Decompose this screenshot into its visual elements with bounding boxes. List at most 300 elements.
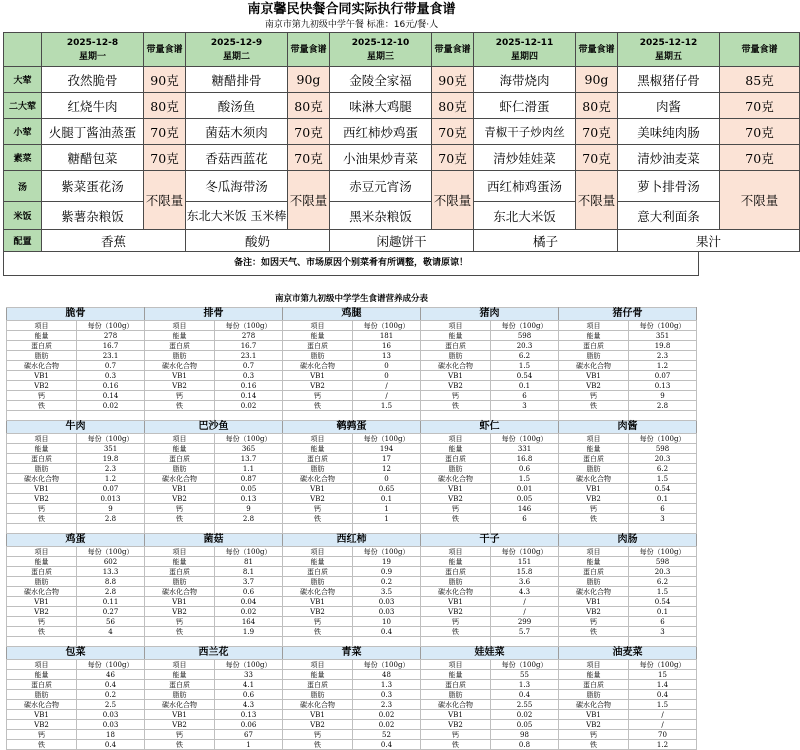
menu-header-row <box>4 33 800 67</box>
nutrient-value: 0.13 <box>629 381 697 391</box>
nutrient-name: 碳水化合物 <box>559 474 629 484</box>
unlimited-cell: 不限量 <box>720 171 800 230</box>
nutrient-value: 16.8 <box>491 454 559 464</box>
nutrient-value: 0.02 <box>77 401 145 411</box>
nutrition-row <box>7 690 697 700</box>
extra-cell: 香蕉 <box>42 230 186 252</box>
nutrient-name: 蛋白质 <box>421 680 491 690</box>
blank-cell <box>559 524 629 534</box>
qty-cell: 90克 <box>432 67 474 93</box>
rice-cell: 东北大米饭 玉米棒 <box>186 202 288 230</box>
blank-cell <box>629 524 697 534</box>
nutrient-value: 0.013 <box>77 494 145 504</box>
nutrient-value: 6 <box>629 504 697 514</box>
nutrient-name: 能量 <box>421 670 491 680</box>
col-item-header: 项目 <box>421 321 491 331</box>
nutrient-value: 0.8 <box>491 740 559 750</box>
col-per-header: 每份（100g） <box>215 660 283 670</box>
nutrition-row <box>7 740 697 750</box>
col-item-header: 项目 <box>559 547 629 557</box>
soup-cell: 紫菜蛋花汤 <box>42 171 144 202</box>
nutrient-name: 蛋白质 <box>559 341 629 351</box>
food-name: 西红柿 <box>283 534 421 547</box>
nutrition-row <box>7 464 697 474</box>
nutrient-value: 3.6 <box>491 577 559 587</box>
qty-cell: 90g <box>576 67 618 93</box>
col-per-header: 每份（100g） <box>215 434 283 444</box>
food-name: 排骨 <box>145 308 283 321</box>
col-per-header: 每份（100g） <box>491 547 559 557</box>
nutrient-value: 3 <box>629 514 697 524</box>
nutrient-value: 3 <box>629 627 697 637</box>
qty-cell: 70克 <box>576 119 618 145</box>
day-date: 2025-12-12 <box>639 37 698 48</box>
page-title: 南京馨民快餐合同实际执行带量食谱 <box>247 2 456 17</box>
nutrient-value: 0.4 <box>491 690 559 700</box>
rice-cell: 紫薯杂粮饭 <box>42 202 144 230</box>
qty-cell: 70克 <box>288 119 330 145</box>
col-per-header: 每份（100g） <box>353 321 421 331</box>
qty-cell: 90克 <box>144 67 186 93</box>
nutrient-value: 0.07 <box>77 484 145 494</box>
nutrient-name: VB1 <box>7 710 77 720</box>
blank-cell <box>629 637 697 647</box>
nutrition-row <box>7 670 697 680</box>
menu-note: 备注：如因天气、市场原因个别菜肴有所调整，敬请原谅！ <box>3 252 699 276</box>
nutrient-name: 碳水化合物 <box>559 361 629 371</box>
nutrient-value: 6 <box>491 514 559 524</box>
nutrient-name: 脂肪 <box>283 690 353 700</box>
nutrient-value: 98 <box>491 730 559 740</box>
nutrient-value: 18 <box>77 730 145 740</box>
food-name: 猪肉 <box>421 308 559 321</box>
food-name: 油麦菜 <box>559 647 697 660</box>
day-header <box>42 33 144 67</box>
nutrition-row <box>7 700 697 710</box>
nutrient-value: 0.02 <box>215 607 283 617</box>
nutrition-row <box>7 680 697 690</box>
day-weekday: 星期二 <box>222 51 250 62</box>
nutrient-name: VB2 <box>283 607 353 617</box>
nutrition-row <box>7 391 697 401</box>
col-item-header: 项目 <box>145 660 215 670</box>
col-per-header: 每份（100g） <box>215 547 283 557</box>
nutrient-value: 0.4 <box>629 690 697 700</box>
blank-cell <box>7 524 77 534</box>
menu-row-main <box>4 67 800 93</box>
nutrient-name: 蛋白质 <box>7 680 77 690</box>
col-per-header: 每份（100g） <box>77 547 145 557</box>
food-name: 干子 <box>421 534 559 547</box>
nutrient-name: 能量 <box>145 670 215 680</box>
blank-cell <box>491 524 559 534</box>
nutrient-value: 4.3 <box>215 700 283 710</box>
col-per-header: 每份（100g） <box>629 321 697 331</box>
blank-cell <box>421 637 491 647</box>
blank-cell <box>283 524 353 534</box>
nutrient-name: 能量 <box>421 331 491 341</box>
row-label: 大荤 <box>4 67 42 93</box>
nutrient-name: 脂肪 <box>7 464 77 474</box>
nutrient-value: 0.03 <box>353 597 421 607</box>
nutrient-value: 0.14 <box>215 391 283 401</box>
nutrient-value: 278 <box>215 331 283 341</box>
col-item-header: 项目 <box>283 321 353 331</box>
food-name: 鹌鹑蛋 <box>283 421 421 434</box>
food-name: 鸡蛋 <box>7 534 145 547</box>
nutrient-name: 铁 <box>7 627 77 637</box>
nutrient-value: 19.8 <box>629 341 697 351</box>
nutrition-row <box>7 720 697 730</box>
nutrient-name: 钙 <box>559 504 629 514</box>
nutrient-name: 能量 <box>283 331 353 341</box>
nutrient-value: 15 <box>629 670 697 680</box>
nutrient-name: 碳水化合物 <box>283 474 353 484</box>
nutrient-value: 0.02 <box>491 710 559 720</box>
nutrient-name: 脂肪 <box>421 577 491 587</box>
dish-cell: 西红柿炒鸡蛋 <box>330 119 432 145</box>
nutrient-name: 铁 <box>421 401 491 411</box>
nutrient-value: 2.3 <box>353 700 421 710</box>
nutrient-value: 0.04 <box>215 597 283 607</box>
nutrient-value: 0.06 <box>215 720 283 730</box>
nutrient-value: 0.1 <box>491 381 559 391</box>
nutrient-value: 1 <box>215 740 283 750</box>
nutrient-value: / <box>629 710 697 720</box>
col-item-header: 项目 <box>7 660 77 670</box>
nutrient-value: 23.1 <box>215 351 283 361</box>
page-subtitle: 南京市第九初级中学午餐 标准：16元/餐·人 <box>264 20 439 30</box>
soup-cell: 西红柿鸡蛋汤 <box>474 171 576 202</box>
nutrient-name: 能量 <box>283 444 353 454</box>
col-per-header: 每份（100g） <box>215 321 283 331</box>
nutrient-name: 钙 <box>559 617 629 627</box>
day-header <box>474 33 576 67</box>
dish-cell: 火腿丁酱油蒸蛋 <box>42 119 144 145</box>
nutrient-value: 23.1 <box>77 351 145 361</box>
nutrient-value: 0.1 <box>353 494 421 504</box>
nutrient-name: 铁 <box>421 514 491 524</box>
nutrient-name: 脂肪 <box>145 577 215 587</box>
col-item-header: 项目 <box>559 660 629 670</box>
qty-cell: 70克 <box>720 145 800 171</box>
blank-cell <box>283 411 353 421</box>
nutrient-value: 33 <box>215 670 283 680</box>
nutrient-value: 0.13 <box>215 710 283 720</box>
nutrient-value: 2.5 <box>77 700 145 710</box>
nutrient-name: VB1 <box>283 710 353 720</box>
nutrient-value: 0.27 <box>77 607 145 617</box>
nutrient-name: VB2 <box>421 607 491 617</box>
col-item-header: 项目 <box>421 547 491 557</box>
nutrient-value: 2.8 <box>77 514 145 524</box>
nutrient-value: 299 <box>491 617 559 627</box>
nutrient-name: 脂肪 <box>559 690 629 700</box>
nutrient-value: 55 <box>491 670 559 680</box>
nutrient-name: 蛋白质 <box>559 454 629 464</box>
nutrient-name: 能量 <box>7 331 77 341</box>
nutrient-name: 钙 <box>145 617 215 627</box>
col-item-header: 项目 <box>283 434 353 444</box>
nutrient-value: 351 <box>77 444 145 454</box>
nutrient-value: 3.7 <box>215 577 283 587</box>
nutrient-name: VB2 <box>421 494 491 504</box>
dish-cell: 香菇西蓝花 <box>186 145 288 171</box>
nutrient-name: 能量 <box>7 670 77 680</box>
nutrient-value: 0.7 <box>77 361 145 371</box>
nutrient-name: 脂肪 <box>7 577 77 587</box>
nutrition-row <box>7 351 697 361</box>
nutrient-name: VB1 <box>145 371 215 381</box>
nutrient-name: 碳水化合物 <box>145 474 215 484</box>
nutrient-name: VB2 <box>7 381 77 391</box>
nutrient-value: 598 <box>491 331 559 341</box>
dish-cell: 虾仁滑蛋 <box>474 93 576 119</box>
nutrient-name: 蛋白质 <box>145 567 215 577</box>
nutrient-name: 脂肪 <box>145 351 215 361</box>
nutrient-value: / <box>491 607 559 617</box>
blank-cell <box>145 524 215 534</box>
nutrient-value: 81 <box>215 557 283 567</box>
nutrient-name: VB1 <box>421 597 491 607</box>
nutrition-row <box>7 617 697 627</box>
nutrient-name: 蛋白质 <box>283 567 353 577</box>
nutrient-name: 蛋白质 <box>421 567 491 577</box>
blank-cell <box>7 637 77 647</box>
nutrient-value: 0.14 <box>77 391 145 401</box>
nutrient-value: 3 <box>491 401 559 411</box>
col-item-header: 项目 <box>7 321 77 331</box>
menu-row-rice <box>4 202 800 230</box>
nutrient-name: VB1 <box>145 597 215 607</box>
nutrient-name: 能量 <box>145 331 215 341</box>
dish-cell: 味淋大鸡腿 <box>330 93 432 119</box>
nutrient-value: 56 <box>77 617 145 627</box>
qty-cell: 70克 <box>720 93 800 119</box>
nutrient-name: 脂肪 <box>145 690 215 700</box>
nutrient-value: 181 <box>353 331 421 341</box>
row-label: 小荤 <box>4 119 42 145</box>
nutrient-value: 20.3 <box>629 567 697 577</box>
nutrient-name: VB1 <box>7 597 77 607</box>
nutrient-name: VB2 <box>7 720 77 730</box>
nutrient-name: 蛋白质 <box>421 454 491 464</box>
nutrient-name: 碳水化合物 <box>421 587 491 597</box>
nutrient-name: 脂肪 <box>559 577 629 587</box>
nutrient-value: 2.8 <box>215 514 283 524</box>
col-per-header: 每份（100g） <box>491 321 559 331</box>
day-header <box>186 33 288 67</box>
blank-cell <box>491 411 559 421</box>
nutrient-name: 能量 <box>145 444 215 454</box>
nutrient-value: 0.3 <box>77 371 145 381</box>
unlimited-cell: 不限量 <box>144 171 186 230</box>
nutrient-name: VB2 <box>7 607 77 617</box>
nutrient-value: 0.1 <box>629 494 697 504</box>
nutrient-value: 2.3 <box>629 351 697 361</box>
nutrient-value: 4.3 <box>491 587 559 597</box>
nutrient-value: 9 <box>77 504 145 514</box>
nutrient-value: 16.7 <box>215 341 283 351</box>
nutrient-name: 钙 <box>145 391 215 401</box>
nutrient-value: 8.1 <box>215 567 283 577</box>
row-label: 素菜 <box>4 145 42 171</box>
nutrient-name: 钙 <box>7 617 77 627</box>
nutrient-name: 脂肪 <box>283 577 353 587</box>
nutrient-name: 铁 <box>145 514 215 524</box>
nutrient-value: 1.3 <box>491 680 559 690</box>
day-date: 2025-12-11 <box>495 37 554 48</box>
nutrient-value: 46 <box>77 670 145 680</box>
nutrient-name: 能量 <box>559 670 629 680</box>
nutrient-value: 5.7 <box>491 627 559 637</box>
col-per-header: 每份（100g） <box>353 547 421 557</box>
soup-cell: 冬瓜海带汤 <box>186 171 288 202</box>
blank-cell <box>145 637 215 647</box>
nutrient-value: 0.6 <box>491 464 559 474</box>
blank-cell <box>629 411 697 421</box>
nutrient-name: 蛋白质 <box>7 341 77 351</box>
nutrient-name: VB2 <box>145 494 215 504</box>
nutrient-value: 0.02 <box>215 401 283 411</box>
col-item-header: 项目 <box>145 547 215 557</box>
blank-cell <box>215 637 283 647</box>
nutrient-value: 0.05 <box>491 494 559 504</box>
blank-cell <box>491 637 559 647</box>
nutrient-name: VB2 <box>145 381 215 391</box>
nutrient-name: 脂肪 <box>421 464 491 474</box>
blank-row <box>7 637 697 647</box>
nutrient-value: 0.1 <box>629 607 697 617</box>
nutrient-name: 钙 <box>283 730 353 740</box>
nutrition-row <box>7 361 697 371</box>
nutrient-value: 13.7 <box>215 454 283 464</box>
nutrient-name: 铁 <box>145 401 215 411</box>
nutrient-value: 20.3 <box>491 341 559 351</box>
food-name: 虾仁 <box>421 421 559 434</box>
nutrient-value: 146 <box>491 504 559 514</box>
nutrition-row <box>7 341 697 351</box>
nutrient-value: 9 <box>629 391 697 401</box>
nutrient-value: 70 <box>629 730 697 740</box>
nutrient-name: 蛋白质 <box>283 341 353 351</box>
nutrient-value: 0.01 <box>491 484 559 494</box>
col-per-header: 每份（100g） <box>629 547 697 557</box>
nutrient-value: 6 <box>491 391 559 401</box>
nutrient-name: VB1 <box>559 371 629 381</box>
col-per-header: 每份（100g） <box>629 660 697 670</box>
nutrition-row <box>7 567 697 577</box>
col-item-header: 项目 <box>559 321 629 331</box>
blank-row <box>7 411 697 421</box>
blank-cell <box>145 411 215 421</box>
nutrient-name: VB1 <box>559 710 629 720</box>
row-label: 汤 <box>4 171 42 202</box>
nutrition-row <box>7 474 697 484</box>
nutrition-row <box>7 444 697 454</box>
nutrient-value: 0.2 <box>353 577 421 587</box>
nutrient-name: 碳水化合物 <box>421 361 491 371</box>
nutrition-row <box>7 401 697 411</box>
nutrient-name: 能量 <box>421 557 491 567</box>
nutrient-value: 15.8 <box>491 567 559 577</box>
qty-cell: 70克 <box>288 145 330 171</box>
nutrient-name: 碳水化合物 <box>559 587 629 597</box>
nutrient-value: 0.4 <box>353 627 421 637</box>
nutrient-value: 1 <box>353 514 421 524</box>
nutrient-value: 2.3 <box>77 464 145 474</box>
nutrient-value: 1.5 <box>353 401 421 411</box>
nutrient-name: 能量 <box>7 444 77 454</box>
dish-cell: 肉酱 <box>618 93 720 119</box>
nutrient-name: 钙 <box>421 504 491 514</box>
qty-cell: 80克 <box>432 93 474 119</box>
qty-header: 带量食谱 <box>432 33 474 67</box>
blank-cell <box>353 524 421 534</box>
nutrition-row <box>7 484 697 494</box>
blank-row <box>7 524 697 534</box>
dish-cell: 黑椒猪仔骨 <box>618 67 720 93</box>
food-name: 牛肉 <box>7 421 145 434</box>
extra-cell: 果汁 <box>618 230 800 252</box>
nutrient-name: VB1 <box>559 597 629 607</box>
nutrient-name: VB2 <box>559 720 629 730</box>
blank-cell <box>421 411 491 421</box>
nutrient-value: 151 <box>491 557 559 567</box>
blank-cell <box>77 411 145 421</box>
food-name: 娃娃菜 <box>421 647 559 660</box>
day-weekday: 星期五 <box>654 51 682 62</box>
menu-area <box>0 0 779 276</box>
nutrient-value: 0.11 <box>77 597 145 607</box>
nutrient-name: 碳水化合物 <box>421 474 491 484</box>
nutrient-name: VB1 <box>559 484 629 494</box>
nutrient-name: 蛋白质 <box>7 454 77 464</box>
nutrient-value: 67 <box>215 730 283 740</box>
nutrient-value: 6 <box>629 617 697 627</box>
day-weekday: 星期四 <box>510 51 538 62</box>
rice-cell: 意大利面条 <box>618 202 720 230</box>
nutrient-name: 钙 <box>421 617 491 627</box>
col-item-header: 项目 <box>145 434 215 444</box>
nutrient-name: 脂肪 <box>421 690 491 700</box>
nutrient-name: 能量 <box>559 331 629 341</box>
nutrient-name: 脂肪 <box>283 464 353 474</box>
blank-cell <box>353 411 421 421</box>
nutrient-value: 0.03 <box>77 720 145 730</box>
blank-cell <box>77 524 145 534</box>
menu-table <box>3 32 800 252</box>
nutrient-name: 碳水化合物 <box>283 587 353 597</box>
day-header <box>330 33 432 67</box>
nutrient-name: VB2 <box>421 381 491 391</box>
nutrient-value: 0.02 <box>353 710 421 720</box>
nutrition-row <box>7 577 697 587</box>
nutrient-name: 蛋白质 <box>145 680 215 690</box>
nutrition-row <box>7 331 697 341</box>
dish-cell: 美味纯肉肠 <box>618 119 720 145</box>
nutrient-value: 0.03 <box>77 710 145 720</box>
nutrient-name: VB2 <box>559 494 629 504</box>
qty-header: 带量食谱 <box>288 33 330 67</box>
row-label: 二大荤 <box>4 93 42 119</box>
corner-cell <box>4 33 42 67</box>
blank-cell <box>353 637 421 647</box>
nutrient-name: 铁 <box>421 740 491 750</box>
nutrient-name: 铁 <box>283 740 353 750</box>
nutrient-name: 铁 <box>283 627 353 637</box>
nutrient-value: 602 <box>77 557 145 567</box>
